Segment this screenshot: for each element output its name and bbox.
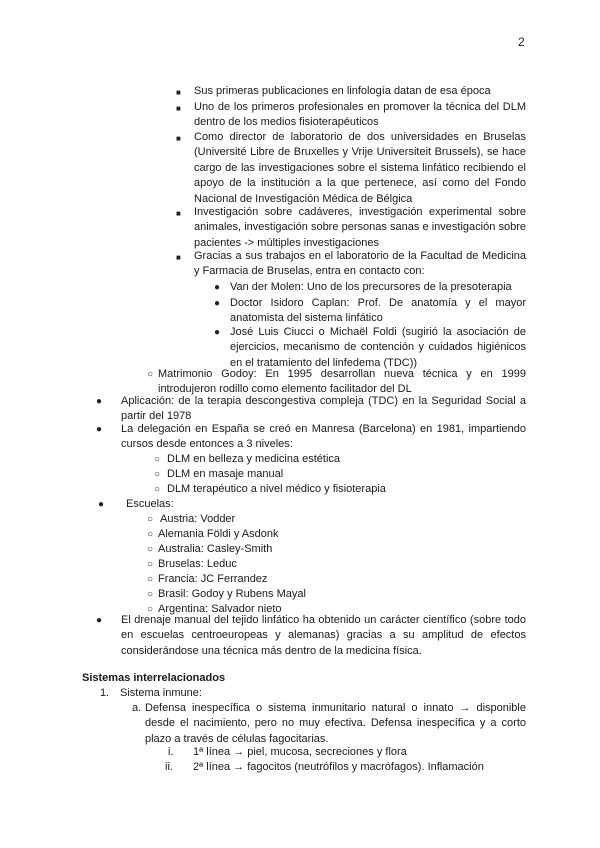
list-marker: a. <box>132 702 142 714</box>
list-item: Brasil: Godoy y Rubens Mayal <box>158 588 306 600</box>
circle-bullet-icon: ○ <box>147 514 154 525</box>
bullet-icon: ● <box>96 396 103 407</box>
bullet-icon: ● <box>214 282 221 293</box>
list-item: Australia: Casley-Smith <box>158 543 273 555</box>
list-item: Investigación sobre cadáveres, investigación experimental sobre animales, investigación sobre personas sanas e investigación sobre pacientes -> múltiples investigaciones <box>194 206 526 249</box>
list-item: Van der Molen: Uno de los precursores de la presoterapia <box>230 281 512 293</box>
square-bullet-icon: ■ <box>176 134 181 143</box>
page-number: 2 <box>518 35 525 49</box>
list-item: Matrimonio Godoy: En 1995 desarrollan nueva técnica y en 1999 introdujeron rodillo como elemento facilitador del DL <box>158 368 526 396</box>
bullet-icon: ● <box>98 499 105 510</box>
list-item: Gracias a sus trabajos en el laboratorio de la Facultad de Medicina y Farmacia de Bruselas, entra en contacto con: <box>194 250 526 278</box>
square-bullet-icon: ■ <box>176 88 181 97</box>
list-marker: i. <box>168 746 174 758</box>
circle-bullet-icon: ○ <box>147 544 154 555</box>
square-bullet-icon: ■ <box>176 104 181 113</box>
square-bullet-icon: ■ <box>176 253 181 262</box>
list-item: Sistema inmune: <box>120 687 202 699</box>
list-item: DLM en masaje manual <box>167 468 284 480</box>
list-item: Bruselas: Leduc <box>158 558 237 570</box>
list-item: Austria: Vodder <box>160 513 236 525</box>
list-item: La delegación en España se creó en Manresa (Barcelona) en 1981, impartiendo cursos desde entonces a 3 niveles: <box>121 423 526 451</box>
bullet-icon: ● <box>214 327 221 338</box>
circle-bullet-icon: ○ <box>147 589 154 600</box>
list-item: Sus primeras publicaciones en linfología datan de esa época <box>194 85 491 97</box>
list-item: DLM en belleza y medicina estética <box>167 453 341 465</box>
list-item: Francia: JC Ferrandez <box>158 573 268 585</box>
bullet-icon: ● <box>96 615 103 626</box>
list-marker: 1. <box>100 687 110 699</box>
list-item: 1ª línea → piel, mucosa, secreciones y flora <box>193 746 407 758</box>
list-item: Uno de los primeros profesionales en promover la técnica del DLM dentro de los medios fisioterapéuticos <box>194 101 526 129</box>
circle-bullet-icon: ○ <box>147 369 154 380</box>
list-item: El drenaje manual del tejido linfático ha obtenido un carácter científico (sobre todo en escuelas centroeuropeas y alemanas) gracias a su amplitud de efectos considerándose una técnica más dentro de la medicina física. <box>121 614 526 657</box>
square-bullet-icon: ■ <box>176 209 181 218</box>
circle-bullet-icon: ○ <box>147 604 154 615</box>
list-item: Defensa inespecífica o sistema inmunitario natural o innato → disponible desde el nacimiento, pero no muy efectiva. Defensa inespecífica y a corto plazo a través de células fagocitarias. <box>145 702 526 745</box>
list-marker: ii. <box>165 761 173 773</box>
list-item: 2ª línea → fagocitos (neutrófilos y macrófagos). Inflamación <box>193 761 484 773</box>
bullet-icon: ● <box>214 298 221 309</box>
list-item: DLM terapéutico a nivel médico y fisioterapia <box>167 483 386 495</box>
circle-bullet-icon: ○ <box>147 574 154 585</box>
bullet-icon: ● <box>96 424 103 435</box>
list-item: Escuelas: <box>126 498 174 510</box>
list-item: Alemania Földi y Asdonk <box>158 528 279 540</box>
circle-bullet-icon: ○ <box>154 454 161 465</box>
circle-bullet-icon: ○ <box>147 559 154 570</box>
circle-bullet-icon: ○ <box>154 484 161 495</box>
circle-bullet-icon: ○ <box>154 469 161 480</box>
list-item: Como director de laboratorio de dos universidades en Bruselas (Université Libre de Bruxelles y Vrije Universiteit Brussels), se hace cargo de las investigaciones sobre el sistema linfático recibiendo el apoyo de la institución a la que pertenece, así como del Fondo Nacional de Investigación Médica de Bélgica <box>194 131 526 205</box>
list-item: Argentina: Salvador nieto <box>158 603 282 615</box>
list-item: Aplicación: de la terapia descongestiva compleja (TDC) en la Seguridad Social a partir del 1978 <box>121 395 526 423</box>
circle-bullet-icon: ○ <box>147 529 154 540</box>
section-heading: Sistemas interrelacionados <box>82 672 226 684</box>
list-item: Doctor Isidoro Caplan: Prof. De anatomía y el mayor anatomista del sistema linfático <box>230 297 526 325</box>
list-item: José Luis Ciucci o Michaël Foldi (sugirió la asociación de ejercicios, mecanismo de contención y cuidados higiénicos en el tratamiento del linfedema (TDC)) <box>230 326 526 369</box>
